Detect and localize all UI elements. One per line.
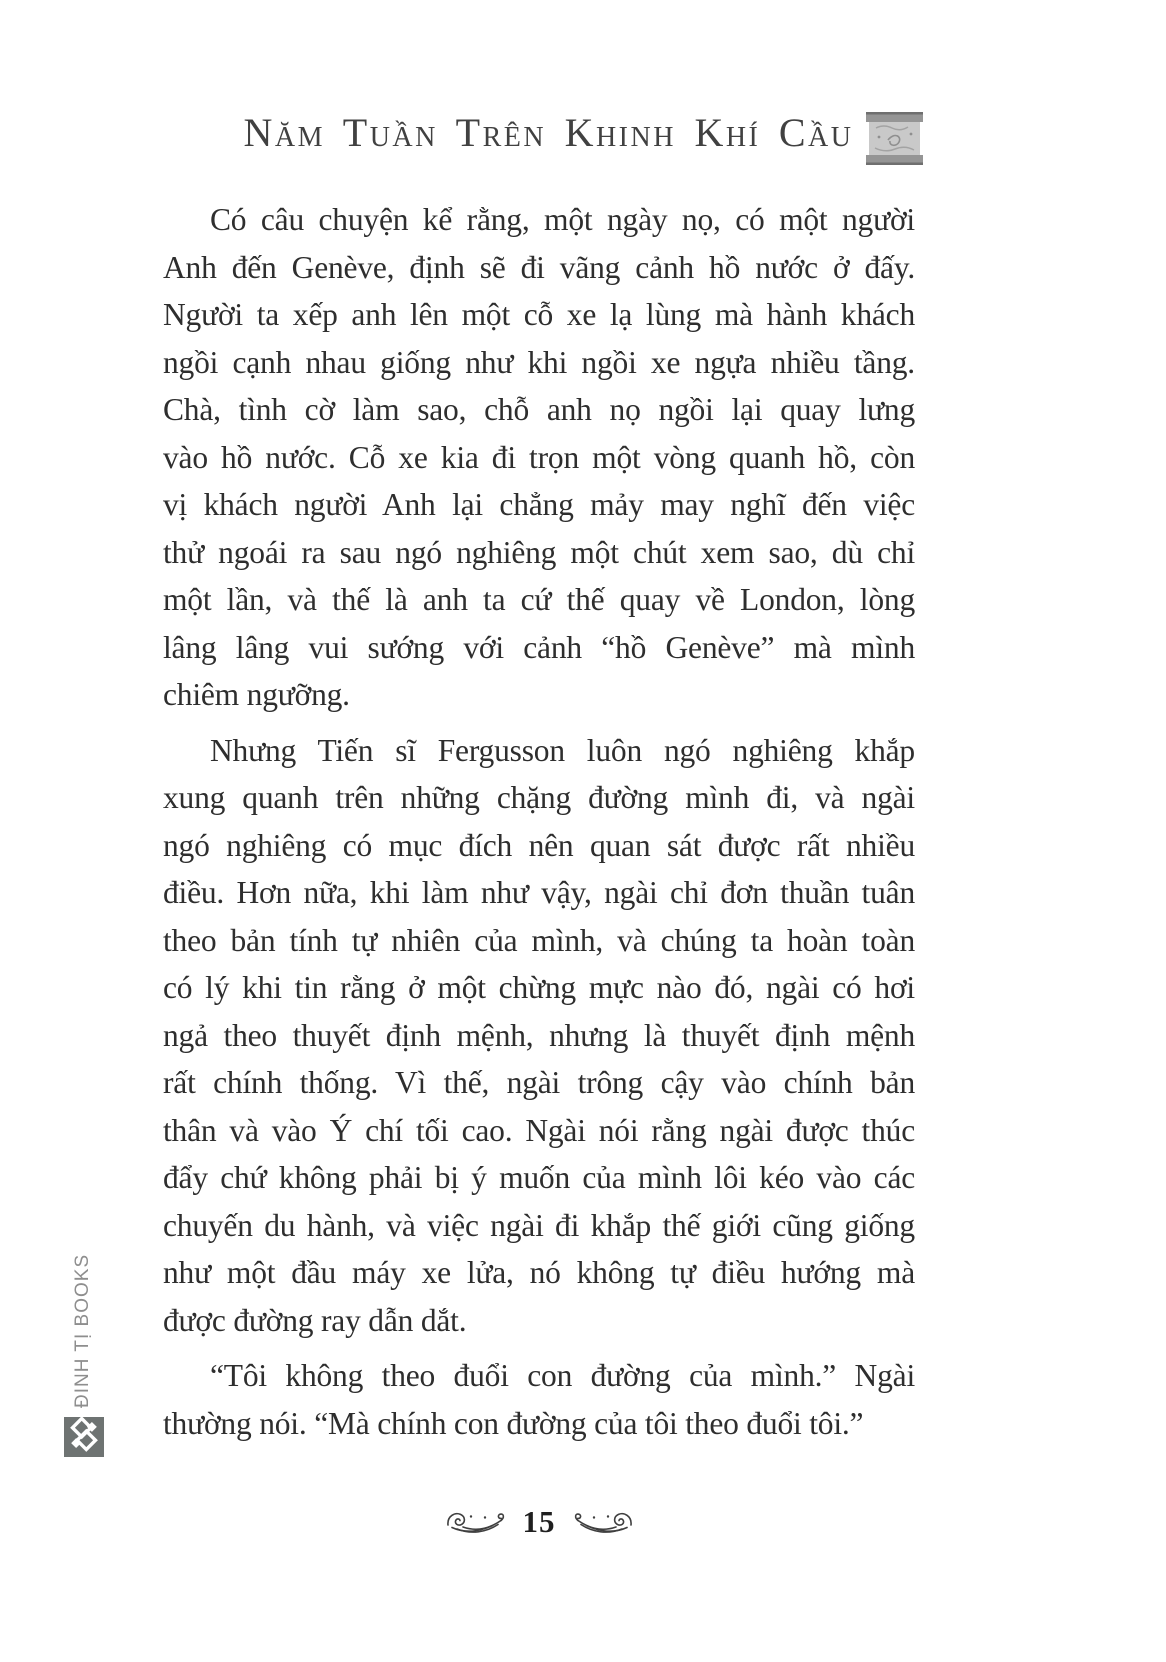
publisher-vertical-label: ĐINH TỊ BOOKS [72, 1253, 93, 1408]
page-title: Năm Tuần Trên Khinh Khí Cầu [243, 110, 854, 155]
text-line: rất chính thống. Vì thế, ngài trông cậy vào chính bản [163, 1065, 915, 1100]
text-line: ngả theo thuyết định mệnh, nhưng là thuyết định mệnh [163, 1017, 915, 1053]
text-line: như một đầu máy xe lửa, nó không tự điều hướng mà [163, 1255, 915, 1290]
text-line: một lần, và thế là anh ta cứ thế quay về London, lòng [163, 582, 915, 617]
text-line: lâng lâng vui sướng với cảnh “hồ Genève” mà mình [163, 629, 915, 665]
scroll-stamp-icon [866, 110, 923, 172]
flourish-right-icon [572, 1507, 634, 1537]
text-line: Người ta xếp anh lên một cỗ xe lạ lùng mà hành khách [163, 297, 915, 332]
text-line: được đường ray dẫn dắt. [163, 1302, 467, 1338]
text-line: xung quanh trên những chặng đường mình đi, và ngài [163, 780, 915, 815]
body-text [163, 196, 915, 1455]
publisher-logo-icon [64, 1417, 104, 1462]
text-line: có lý khi tin rằng ở một chừng mực nào đó, ngài có hơi [163, 970, 915, 1005]
text-line: chiêm ngưỡng. [163, 677, 350, 712]
text-line: đẩy chứ không phải bị ý muốn của mình lôi kéo vào các [163, 1160, 915, 1195]
text-line: vào hồ nước. Cỗ xe kia đi trọn một vòng quanh hồ, còn [163, 439, 915, 475]
text-line: thử ngoái ra sau ngó nghiêng một chút xem sao, dù chỉ [163, 534, 915, 570]
text-line: thân và vào Ý chí tối cao. Ngài nói rằng ngài được thúc [163, 1112, 915, 1148]
page-number: 15 [522, 1504, 556, 1539]
text-line: theo bản tính tự nhiên của mình, và chúng ta hoàn toàn [163, 922, 915, 958]
text-line: “Tôi không theo đuổi con đường của mình.” Ngài [210, 1358, 915, 1393]
text-line: thường nói. “Mà chính con đường của tôi theo đuổi tôi.” [163, 1405, 864, 1441]
text-line: ngồi cạnh nhau giống như khi ngồi xe ngựa nhiều tầng. [163, 344, 915, 380]
text-line: Có câu chuyện kể rằng, một ngày nọ, có một người [210, 202, 915, 237]
text-line: vị khách người Anh lại chẳng mảy may nghĩ đến việc [163, 487, 915, 522]
page-footer [163, 1506, 915, 1537]
flourish-left-icon [445, 1507, 507, 1537]
paragraph [163, 727, 915, 1345]
paragraph [163, 196, 915, 719]
text-line: chuyến du hành, và việc ngài đi khắp thế giới cũng giống [163, 1207, 915, 1243]
text-line: Anh đến Genève, định sẽ đi vãng cảnh hồ nước ở đấy. [163, 249, 915, 285]
running-head [0, 102, 1166, 164]
text-line: ngó nghiêng có mục đích nên quan sát được rất nhiều [163, 827, 915, 863]
text-line: Nhưng Tiến sĩ Fergusson luôn ngó nghiêng khắp [210, 732, 915, 768]
text-line: điều. Hơn nữa, khi làm như vậy, ngài chỉ đơn thuần tuân [163, 875, 915, 910]
paragraph [163, 1352, 915, 1447]
text-line: Chà, tình cờ làm sao, chỗ anh nọ ngồi lại quay lưng [163, 392, 915, 427]
